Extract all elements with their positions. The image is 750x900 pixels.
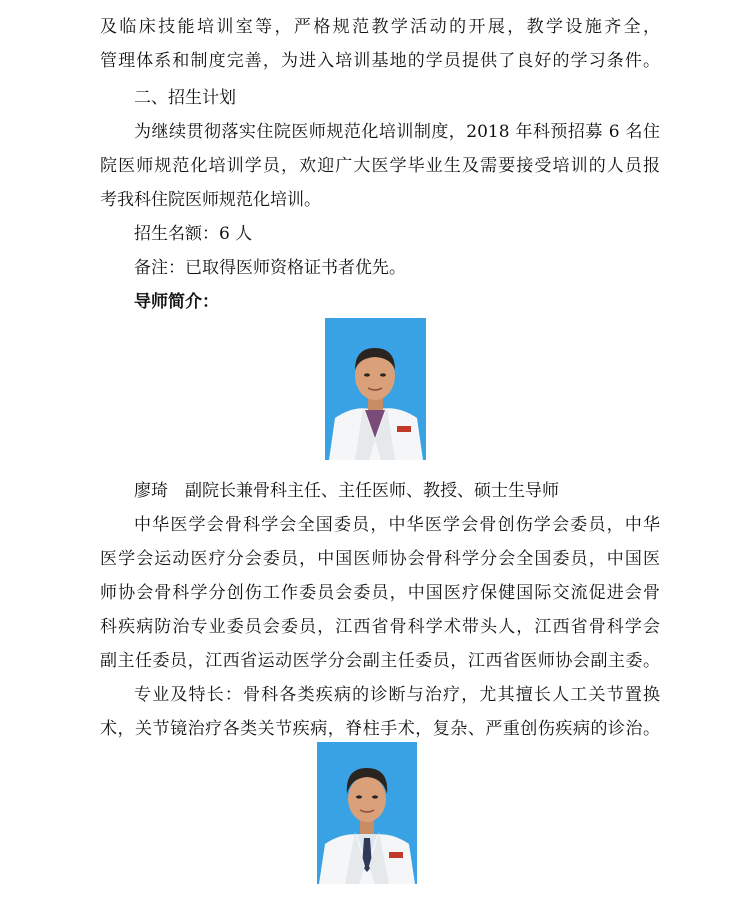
mentor-1-portrait [325,318,426,460]
section-heading-enrollment: 二、招生计划 [134,88,236,108]
mentor-1-bio-line-2: 医学会运动医疗分会委员，中国医师协会骨科学分会全国委员，中国医 [100,549,660,569]
coat-logo [389,852,403,858]
enrollment-paragraph-line-2: 院医师规范化培训学员，欢迎广大医学毕业生及需要接受培训的人员报 [100,156,660,176]
enrollment-quota: 招生名额：6 人 [134,224,253,244]
coat-logo [397,426,411,432]
mentor-2-portrait [317,742,417,884]
mentor-1-title-line: 廖琦 副院长兼骨科主任、主任医师、教授、硕士生导师 [134,481,559,501]
top-paragraph-line-2: 管理体系和制度完善，为进入培训基地的学员提供了良好的学习条件。 [100,51,660,71]
mentor-1-specialty-line-2: 术，关节镜治疗各类关节疾病，脊柱手术，复杂、严重创伤疾病的诊治。 [100,719,660,739]
mentor-1-bio-line-5: 副主任委员，江西省运动医学分会副主任委员，江西省医师协会副主委。 [100,651,660,671]
face [348,776,386,822]
mentor-1-specialty-line-1: 专业及特长：骨科各类疾病的诊断与治疗，尤其擅长人工关节置换 [134,685,660,705]
mentor-2-photo [317,742,417,884]
mentors-heading: 导师简介： [134,292,219,312]
enrollment-paragraph-line-3: 考我科住院医师规范化培训。 [100,190,321,210]
enrollment-note: 备注：已取得医师资格证书者优先。 [134,258,406,278]
mentor-1-bio-line-1: 中华医学会骨科学会全国委员，中华医学会骨创伤学会委员，中华 [134,515,660,535]
mentor-1-photo [325,318,426,460]
mentor-1-bio-line-3: 师协会骨科学分创伤工作委员会委员，中国医疗保健国际交流促进会骨 [100,583,660,603]
enrollment-paragraph-line-1: 为继续贯彻落实住院医师规范化培训制度，2018 年科预招募 6 名住 [134,122,660,142]
top-paragraph-line-1: 及临床技能培训室等，严格规范教学活动的开展，教学设施齐全， [100,17,660,37]
mentor-1-bio-line-4: 科疾病防治专业委员会委员，江西省骨科学术带头人，江西省骨科学会 [100,617,660,637]
